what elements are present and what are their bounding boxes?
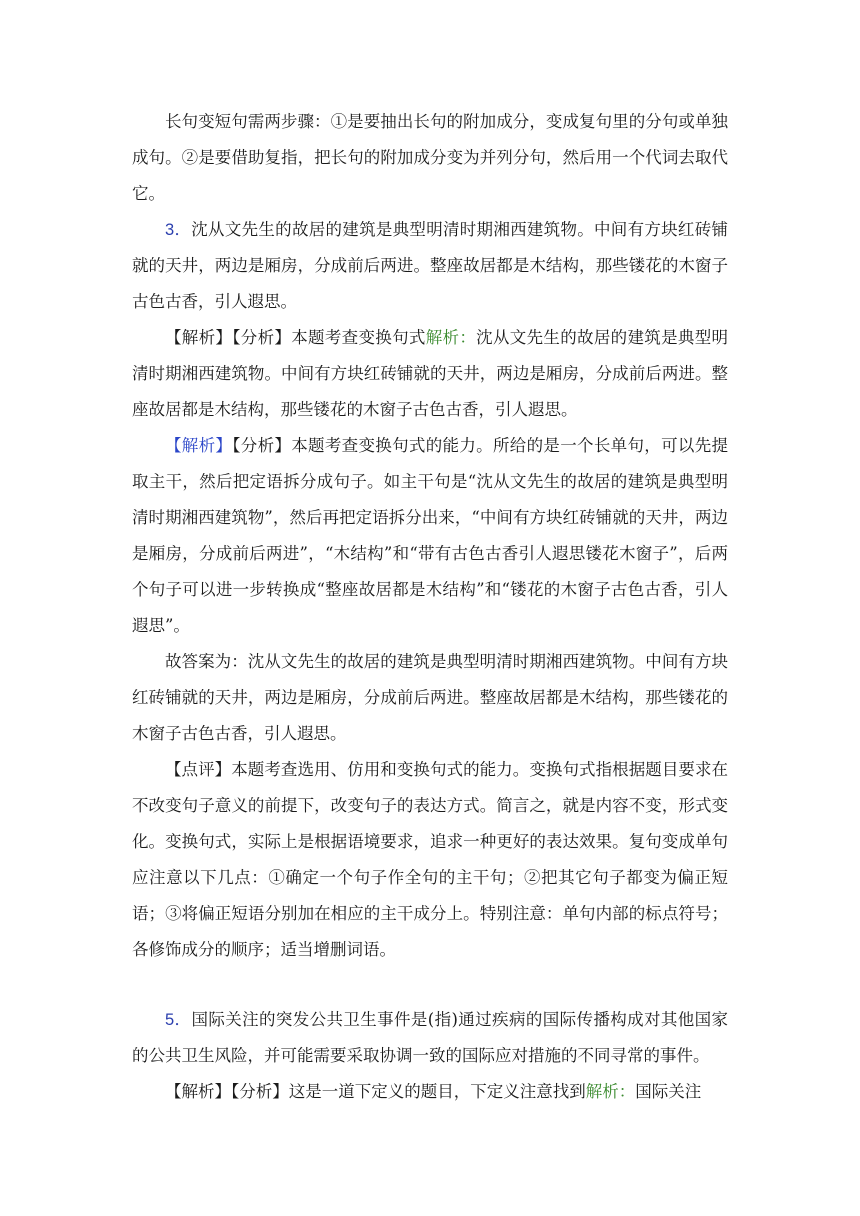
comment-paragraph: 【点评】本题考查选用、仿用和变换句式的能力。变换句式指根据题目要求在不改变句子意义的前提下，改变句子的表达方式。简言之，就是内容不变，形式变化。变换句式，实际上是根据语境要求，追求一种更好的表达效果。复句变成单句应注意以下几点：①确定一个句子作全句的主干句；②把其它句子都变为偏正短语；③将偏正短语分别加在相应的主干成分上。特别注意：单句内部的标点符号；各修饰成分的顺序；适当增删词语。 — [132, 760, 728, 959]
analysis-paragraph-2 — [132, 428, 728, 644]
analysis-green-label: 解析： — [585, 1082, 636, 1101]
question-text: 国际关注的突发公共卫生事件是(指)通过疾病的国际传播构成对其他国家的公共卫生风险，并可能需要采取协调一致的国际应对措施的不同寻常的事件。 — [132, 1010, 729, 1065]
answer-paragraph: 故答案为：沈从文先生的故居的建筑是典型明清时期湘西建筑物。中间有方块红砖铺就的天井，两边是厢房，分成前后两进。整座故居都是木结构，那些镂花的木窗子古色古香，引人遐思。 — [132, 652, 728, 743]
paragraph-long-to-short: 长句变短句需两步骤：①是要抽出长句的附加成分，变成复句里的分句或单独成句。②是要借助复指，把长句的附加成分变为并列分句，然后用一个代词去取代它。 — [132, 112, 728, 203]
analysis-heading: 【解析】【分析】这是一道下定义的题目，下定义注意找到 — [165, 1082, 586, 1101]
analysis-heading: 【解析】【分析】本题考查变换句式 — [165, 328, 426, 347]
analysis-green-label: 解析： — [425, 328, 477, 347]
analysis-text: 【分析】本题考查变换句式的能力。所给的是一个长单句，可以先提取主干，然后把定语拆分成句子。如主干句是“沈从文先生的故居的建筑是典型明清时期湘西建筑物”，然后再把定语拆分出来，“中间有方块红砖铺就的天井，两边是厢房，分成前后两进”，“木结构”和“带有古色古香引人遐思镂花木窗子”，后两个句子可以进一步转换成“整座故居都是木结构”和“镂花的木窗子古色古香，引人遐思”。 — [132, 436, 729, 635]
question-number: 3． — [165, 221, 192, 239]
question-3 — [132, 212, 728, 320]
analysis-blue-label: 【解析】 — [165, 436, 233, 455]
analysis-text: 国际关注 — [635, 1082, 702, 1101]
analysis-paragraph-3 — [132, 1074, 728, 1110]
analysis-text: 沈从文先生的故居的建筑是典型明清时期湘西建筑物。中间有方块红砖铺就的天井，两边是厢房，分成前后两进。整座故居都是木结构，那些镂花的木窗子古色古香，引人遐思。 — [132, 328, 729, 419]
question-5 — [132, 1002, 728, 1074]
analysis-paragraph-1 — [132, 320, 728, 428]
question-number: 5． — [165, 1011, 192, 1029]
question-text: 沈从文先生的故居的建筑是典型明清时期湘西建筑物。中间有方块红砖铺就的天井，两边是厢房，分成前后两进。整座故居都是木结构，那些镂花的木窗子古色古香，引人遐思。 — [132, 220, 728, 311]
